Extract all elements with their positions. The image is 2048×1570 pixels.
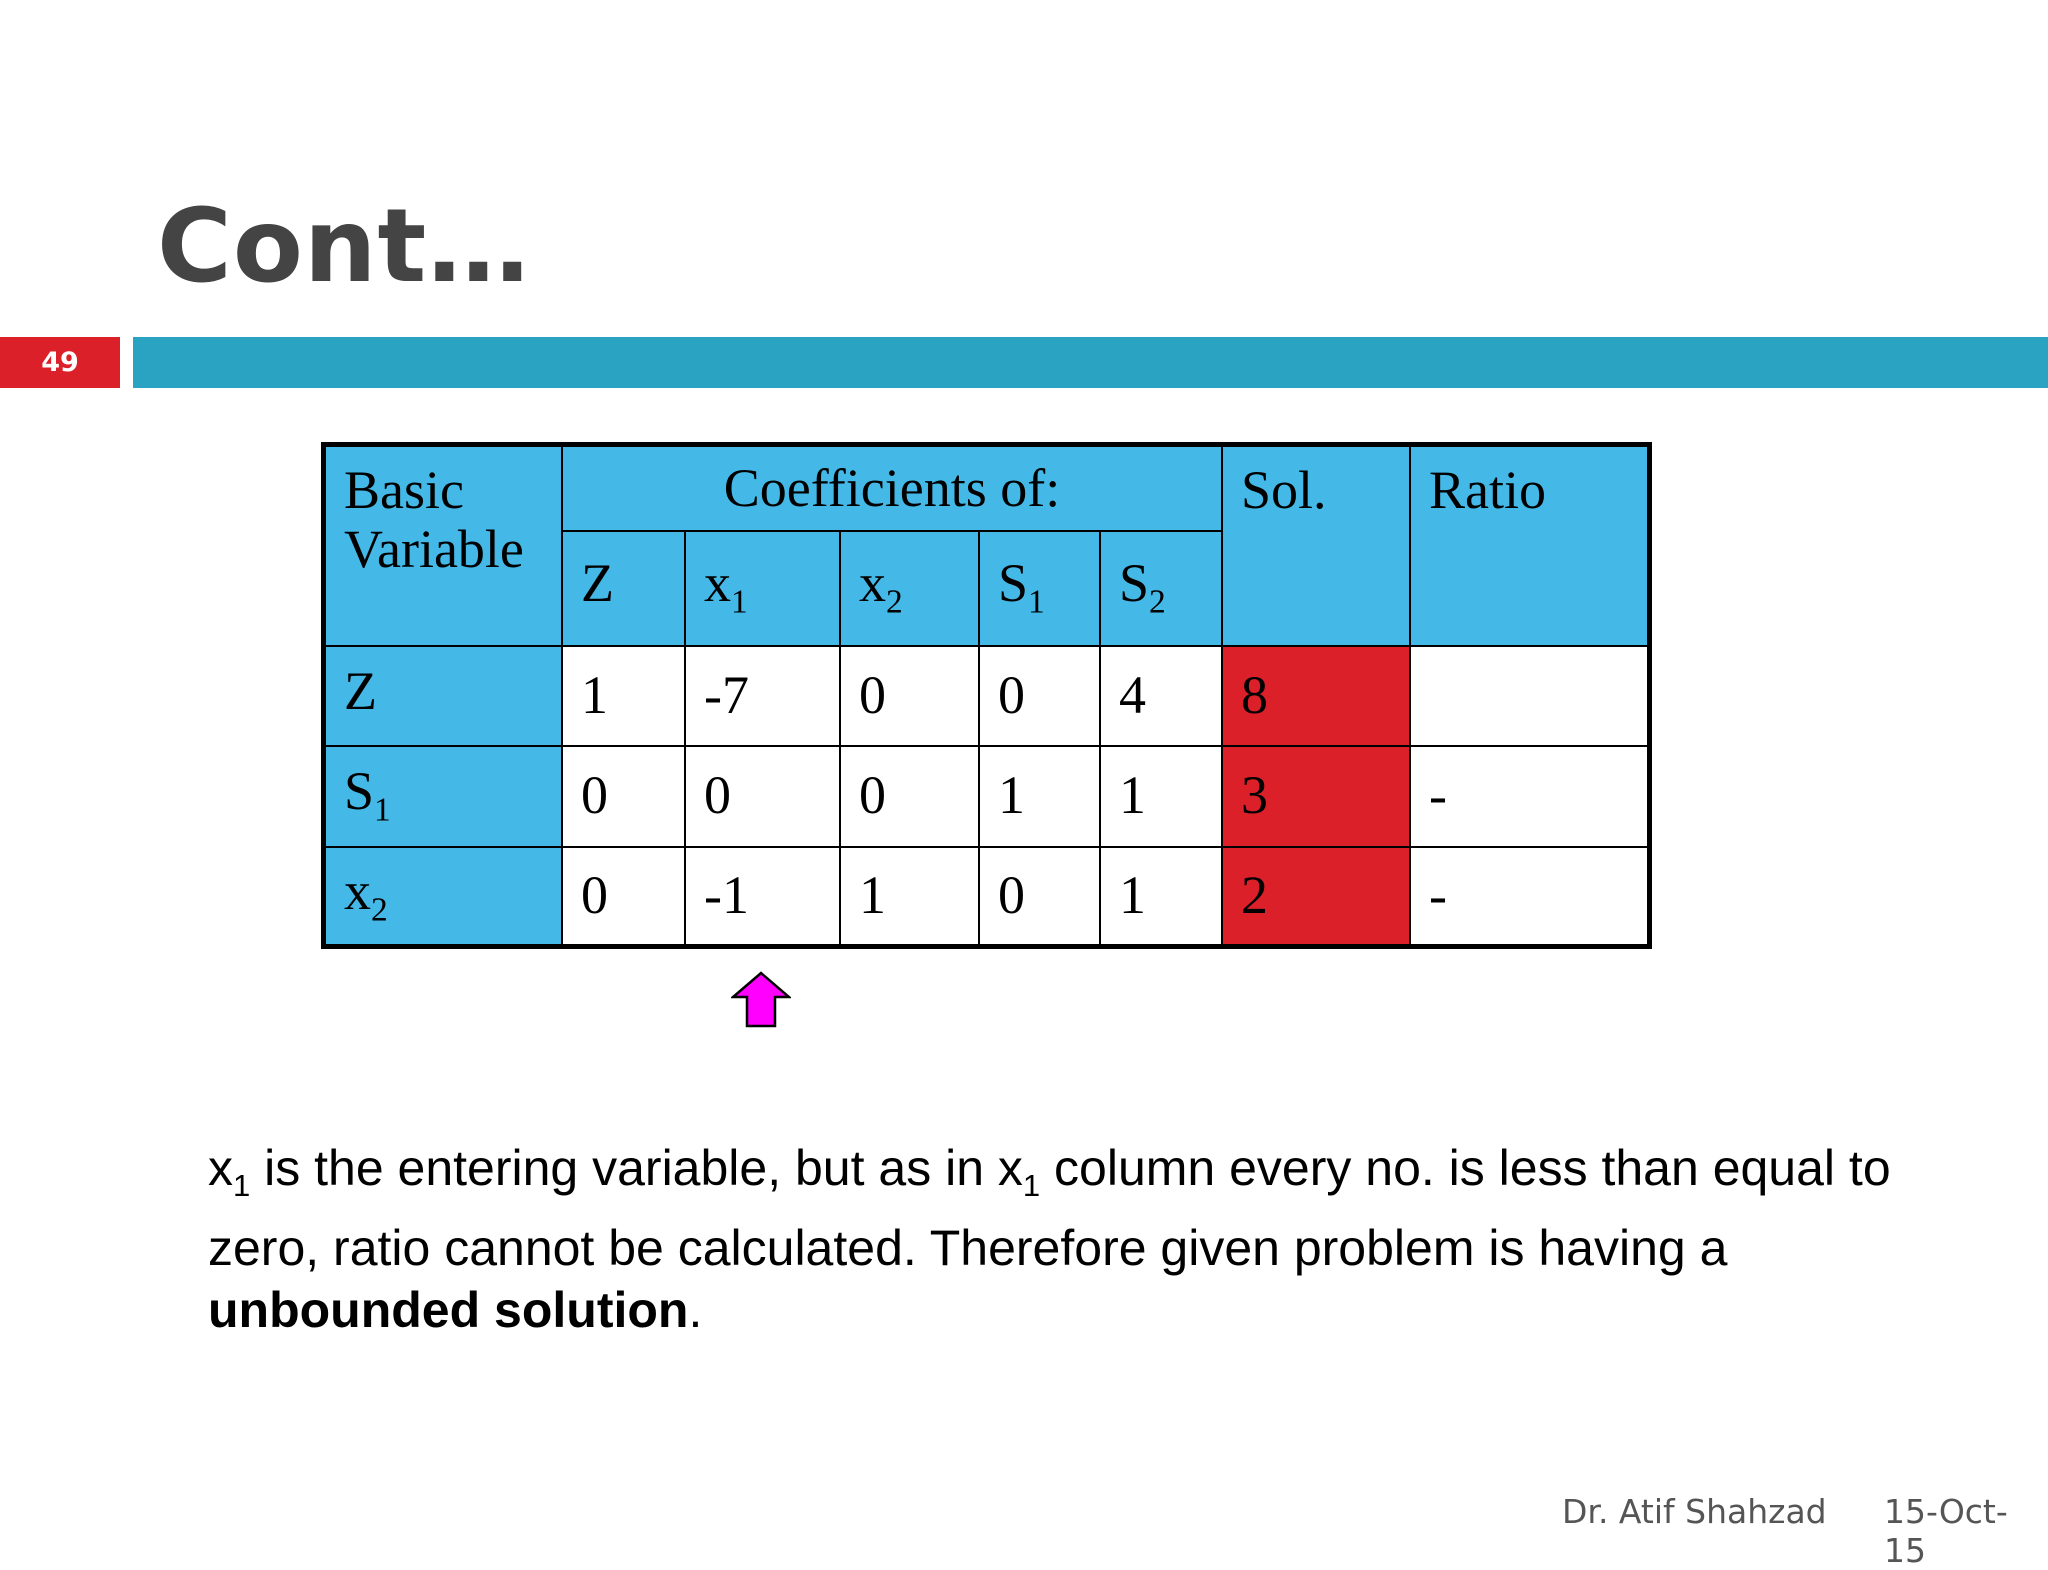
- cell: 0: [840, 646, 979, 746]
- header-col-z: Z: [562, 531, 685, 646]
- row-basic-variable: Z: [324, 646, 563, 746]
- table-row: [324, 646, 1650, 746]
- footer-date: 15-Oct-15: [1884, 1492, 2008, 1570]
- cell: 1: [979, 746, 1100, 847]
- cell: 0: [562, 847, 685, 947]
- explanation-paragraph: $x_1$ is the entering variable, but as in $x_1$ column every no. is less than equal to zero, ratio cannot be calculated. Therefore given problem is having a unbounded solution.: [208, 1140, 1891, 1338]
- header-col-s2: $S_2$: [1100, 531, 1222, 646]
- solution-cell: 8: [1222, 646, 1410, 746]
- ratio-cell: [1410, 646, 1650, 746]
- cell: 0: [562, 746, 685, 847]
- ratio-cell: -: [1410, 847, 1650, 947]
- ratio-cell: -: [1410, 746, 1650, 847]
- header-col-s1: $S_1$: [979, 531, 1100, 646]
- cell: -1: [685, 847, 840, 947]
- slide-number-badge: 49: [0, 337, 120, 388]
- cell: 4: [1100, 646, 1222, 746]
- header-col-x2: $x_2$: [840, 531, 979, 646]
- row-basic-variable: $x_2$: [324, 847, 563, 947]
- solution-cell: 2: [1222, 847, 1410, 947]
- header-col-x1: $x_1$: [685, 531, 840, 646]
- title-divider-bar: [133, 337, 2048, 388]
- cell: 0: [979, 847, 1100, 947]
- cell: 1: [1100, 746, 1222, 847]
- cell: 0: [685, 746, 840, 847]
- cell: 1: [840, 847, 979, 947]
- table-row: [324, 746, 1650, 847]
- header-ratio: Ratio: [1410, 445, 1650, 646]
- footer-author: Dr. Atif Shahzad: [1562, 1492, 1827, 1531]
- simplex-tableau: [321, 442, 1652, 949]
- header-basic-variable: Basic Variable: [324, 445, 563, 646]
- cell: 1: [1100, 847, 1222, 947]
- row-basic-variable: $S_1$: [324, 746, 563, 847]
- up-arrow-icon: [731, 971, 791, 1028]
- header-solution: Sol.: [1222, 445, 1410, 646]
- slide-title: Cont…: [157, 187, 531, 306]
- header-coefficients: Coefficients of:: [562, 445, 1222, 531]
- cell: -7: [685, 646, 840, 746]
- table-row: [324, 847, 1650, 947]
- cell: 0: [840, 746, 979, 847]
- conclusion-bold: unbounded solution: [208, 1281, 689, 1338]
- cell: 1: [562, 646, 685, 746]
- solution-cell: 3: [1222, 746, 1410, 847]
- cell: 0: [979, 646, 1100, 746]
